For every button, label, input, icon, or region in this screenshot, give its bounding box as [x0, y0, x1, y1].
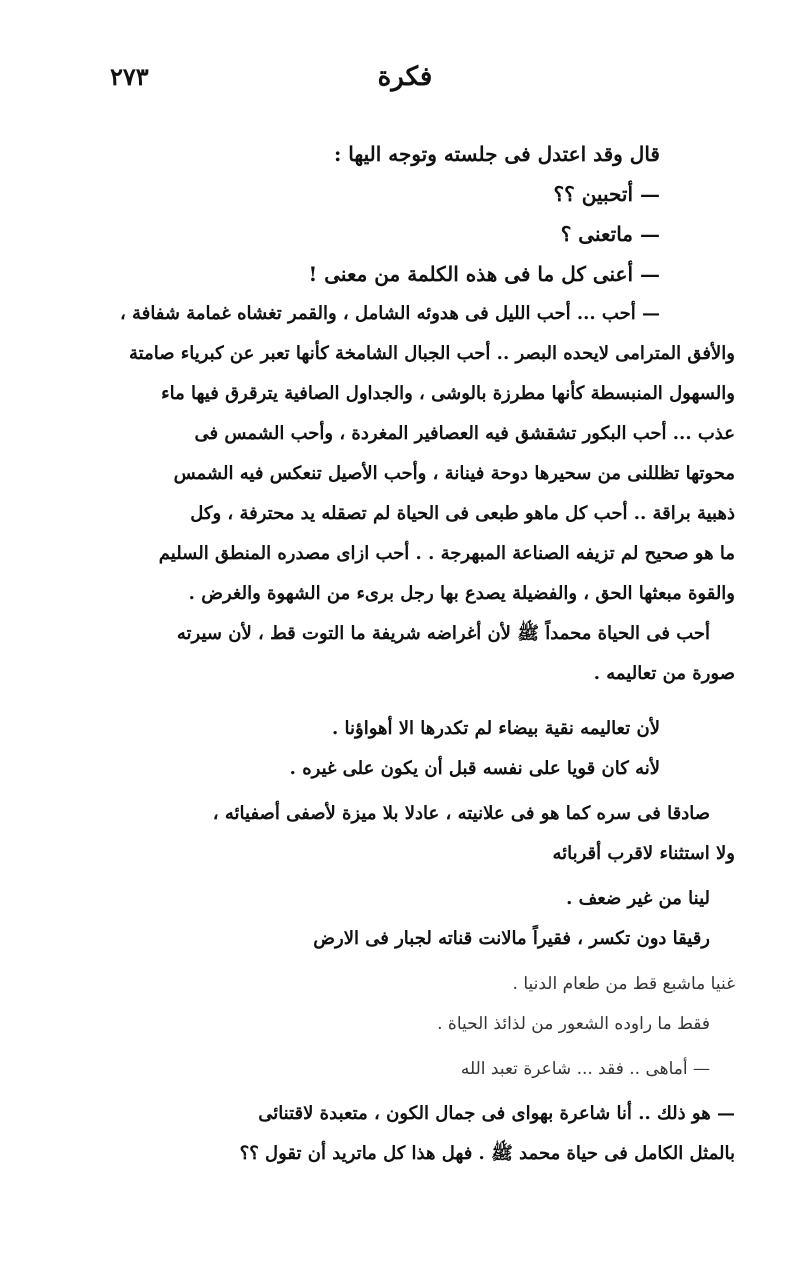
text-line: لأنه كان قويا على نفسه قبل أن يكون على غيره . [289, 758, 660, 779]
running-title: فكرة [377, 62, 433, 92]
text-line: صادقا فى سره كما هو فى علانيته ، عادلا بلا ميزة لأصفى أصفيائه ، [212, 803, 710, 824]
text-line: والقوة مبعثها الحق ، والفضيلة يصدع بها رجل برىء من الشهوة والغرض . [188, 583, 735, 604]
text-line: — أعنى كل ما فى هذه الكلمة من معنى ! [308, 262, 660, 286]
text-line: أحب فى الحياة محمداً ﷺ لأن أغراضه شريفة ما التوت قط ، لأن سيرته [176, 623, 710, 644]
text-line: رقيقا دون تكسر ، فقيراً مالانت قناته لجبار فى الارض [313, 928, 710, 949]
text-line: — أحب ... أحب الليل فى هدوئه الشامل ، والقمر تغشاه غمامة شفافة ، [119, 303, 660, 324]
text-line: بالمثل الكامل فى حياة محمد ﷺ . فهل هذا كل ماتريد أن تقول ؟؟ [239, 1143, 735, 1164]
text-line: لينا من غير ضعف . [566, 888, 710, 909]
text-line: — ماتعنى ؟ [560, 222, 660, 246]
text-line: عذب ... أحب البكور تشقشق فيه العصافير المغردة ، وأحب الشمس فى [194, 423, 735, 444]
text-line: — هو ذلك .. أنا شاعرة بهواى فى جمال الكون ، متعبدة لاقتنائى [258, 1103, 735, 1124]
text-line: محوتها تظللنى من سحيرها دوحة فينانة ، وأحب الأصيل تنعكس فيه الشمس [173, 463, 735, 484]
text-line: ولا استثناء لاقرب أقربائه [552, 843, 735, 864]
text-line: فقط ما راوده الشعور من لذائذ الحياة . [437, 1014, 710, 1034]
text-line: غنيا ماشبع قط من طعام الدنيا . [512, 974, 735, 994]
text-line: والسهول المنبسطة كأنها مطرزة بالوشى ، والجداول الصافية يترقرق فيها ماء [161, 383, 735, 404]
text-line: ذهبية براقة .. أحب كل ماهو طبعى فى الحياة لم تصقله يد محترفة ، وكل [190, 503, 735, 524]
text-line: صورة من تعاليمه . [593, 663, 735, 684]
text-line: — أماهى .. فقد ... شاعرة تعبد الله [460, 1059, 710, 1079]
text-line: قال وقد اعتدل فى جلسته وتوجه اليها : [333, 142, 660, 166]
text-line: ما هو صحيح لم تزيفه الصناعة المبهرجة . . أحب ازاى مصدره المنطق السليم [158, 543, 735, 564]
text-line: والأفق المترامى لايحده البصر .. أحب الجبال الشامخة كأنها تعبر عن كبرياء صامتة [128, 343, 735, 364]
page-header [110, 62, 700, 102]
text-line: لأن تعاليمه نقية بيضاء لم تكدرها الا أهواؤنا . [331, 718, 660, 739]
text-line: — أتحبين ؟؟ [553, 182, 660, 206]
page-number: ٢٧٣ [110, 62, 149, 91]
